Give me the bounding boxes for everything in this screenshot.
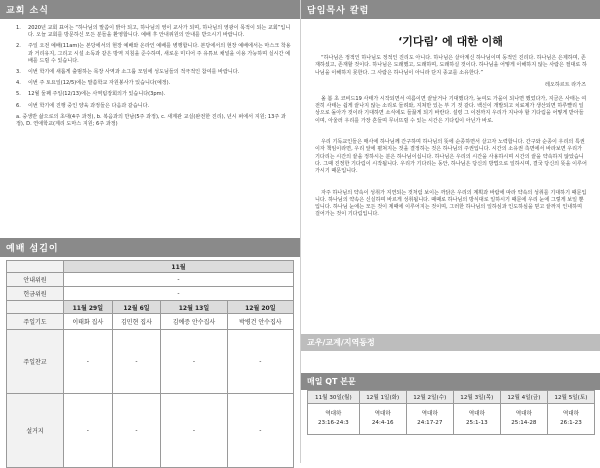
prayer-cell: 이태화 집사 (64, 314, 113, 330)
fellowship-cell: - (161, 330, 227, 394)
prayer-cell: 김민현 집사 (112, 314, 161, 330)
qt-book: 역대하 (515, 411, 532, 417)
qt-passage (308, 404, 360, 435)
table-corner-2 (7, 301, 64, 314)
service-helpers-table (6, 260, 294, 468)
qt-passage (406, 404, 453, 435)
qt-passage (453, 404, 500, 435)
row-label-offering-usher: 헌금위원 (7, 287, 64, 301)
notice-text: 주일 오전 예배(11am)는 본당에서의 현장 예배와 온라인 예배를 병행합니다. 본당에서의 현장 예배에서는 마스크 착용과 거리유지, 그리고 시설 소독과 같은 방역 지침을 준수하며, 새로운 미디어 주 유튜브 채널을 이용 가능하며 실시간 예배를 드릴 수 있습니다. (28, 43, 291, 64)
notice-item (10, 43, 292, 65)
notice-text: 이번 학기에 진행 중인 양육 과정들은 다음과 같습니다. (28, 102, 150, 109)
fellowship-cell: - (227, 330, 293, 394)
members-news-header: 교우/교계/지역동정 (301, 334, 600, 351)
qt-day-header: 12월 2일(수) (406, 391, 453, 404)
essay-paragraph: “하나님은 정적인 하나님도 정적인 진리도 아니다. 하나님은 살아계신 하나님이며 동적인 진리다. 하나님은 은제하며, 존재하셨고, 존재할 것이다. 하나님은 도래했고, 도래하며, 도래하실 것이다. 하나님을 어떻게 이해하지 않는 사람은 절대로 하나님을 이해하지 못한다. 그 사람은 하나님이 아니라 단지 종교를 소유한다.” (315, 55, 587, 76)
prayer-cell: 김예증 안수집사 (161, 314, 227, 330)
qt-day-header: 12월 4일(금) (500, 391, 547, 404)
date-header: 11월 29일 (64, 301, 113, 314)
qt-reference: 24:17-27 (417, 420, 443, 426)
notice-list (10, 25, 292, 110)
notice-item (10, 91, 292, 98)
qt-reference: 24:4-16 (371, 420, 394, 426)
notice-item (10, 103, 292, 110)
qt-passage (547, 404, 594, 435)
church-news-header: 교회 소식 (0, 0, 300, 19)
dishes-cell: - (112, 394, 161, 468)
notice-item (10, 69, 292, 76)
dishes-cell: - (227, 394, 293, 468)
prayer-cell: 박병건 안수집사 (227, 314, 293, 330)
offering-usher-value: - (64, 287, 294, 301)
date-header: 12월 6일 (112, 301, 161, 314)
notice-text: 2020년 교회 표어는 “하나님의 말씀이 밝아 되고, 하나님의 영이 교사가 되며, 하나님의 영광이 목적이 되는 교회”입니다. 오늘 교회를 방문하신 모든 분들을 환영합니다. 예배 후 안내위원의 안내를 받으시기 바랍니다. (28, 25, 291, 39)
essay-paragraph: 우리 기독교인들은 매사에 하나님께 간구하며 하나님의 뜻에 순종하면서 살고자 노력합니다. 간구와 순종이 우리의 특권이자 책임이라면, 우리 앞에 펼쳐지는 것을 결정하는 것은 하나님의 주권입니다. 시간의 소유권 측면에서 바라보면 우리가 기다리는 시간의 끝을 정하시는 분은 하나님이십니다. 하나님은 우리의 시간을 사용하시며 시간의 끝을 약속하지 않았습니다. 그때 진정한 기다림이 시작됩니다. 우리가 기다리는 동안, 하나님은 당신의 방법으로 일하시며, 결국 당신의 뜻을 이루어가시기 때문입니다. (315, 139, 587, 175)
qt-reference: 26:1-23 (560, 420, 582, 426)
notice-number: 6. (16, 102, 21, 109)
qt-day-header: 12월 1일(화) (359, 391, 406, 404)
qt-book: 역대하 (562, 411, 580, 417)
notice-text: 이번 학기에 새롭게 출범하는 목장 사역과 소그룹 모임에 성도님들의 적극적인 참여를 바랍니다. (28, 69, 240, 76)
row-label-fellowship: 주일찬교 (7, 330, 64, 394)
fellowship-cell: - (64, 330, 113, 394)
right-page (301, 0, 600, 463)
qt-book: 역대하 (421, 411, 438, 417)
qt-day-header: 11월 30일(월) (308, 391, 360, 404)
qt-reference: 23:16-24:3 (318, 420, 349, 426)
notice-number: 3. (16, 69, 21, 76)
course-list-note: a. 중생반 삶으로의 초대(4주 과정), b. 복음과의 만남(5주 과정), c. 새계관 교실(완전한 진리), 년시 퍼에서 지원; 13주 과정), D. 연애학교(계리 도마스 지원; 6주 과정) (16, 113, 286, 128)
notice-text: 이번 주 토요일(12/5)에는 말씀학교 자원봉사가 있습니다(예정). (28, 80, 171, 87)
service-helpers-header: 예배 섬김이 (0, 238, 300, 257)
notice-number: 4. (16, 80, 21, 87)
notice-item (10, 25, 292, 39)
notice-number: 2. (16, 43, 21, 50)
date-header: 12월 20일 (227, 301, 293, 314)
left-page (0, 0, 301, 463)
usher-value: - (64, 273, 294, 287)
qt-reference: 25:14-28 (511, 420, 537, 426)
row-label-dishes: 설거지 (7, 394, 64, 468)
notice-number: 5. (16, 91, 21, 98)
notice-text: 12월 둘째 주일(12/13)에는 사역팀장회의가 있습니다(3pm). (28, 91, 166, 98)
dishes-cell: - (161, 394, 227, 468)
notice-item (10, 80, 292, 87)
pastor-column-header: 담임목사 칼럼 (301, 0, 600, 19)
row-label-usher: 안내위원 (7, 273, 64, 287)
qt-book: 역대하 (468, 411, 485, 417)
qt-day-header: 12월 3일(목) (453, 391, 500, 404)
qt-day-header: 12월 5일(토) (547, 391, 594, 404)
notice-number: 1. (16, 25, 21, 31)
qt-reference: 25:1-13 (465, 420, 488, 426)
qt-passage (500, 404, 547, 435)
month-header: 11월 (64, 261, 294, 273)
essay-paragraph: 올 봄 초 코비드19 사태가 시작되면서 여름이면 끝날거나 기대했다가, 늦여도 가을이 되나면 했었다가, 지금은 사태는 여전히 사태는 쉽게 끝나지 않는 소리로 들려와, 지쳐만 있는 부 기 것 같다. 백신이 개발되고 치료제가 생산되면 하루빨리 일상으로 돌아가 것이라 기대하면 소식에도 들끓게 되기 바란다. 설령 그 이전까지 우리가 지나야 할 기다림을 어떻게 받아들이며, 아울러 우리를 가장 흔들며 무너뜨릴 수 있는 시간은 기다림이 아닌가 바로. (315, 95, 587, 124)
daily-qt-header: 매일 QT 본문 (301, 373, 600, 390)
date-header: 12월 13일 (161, 301, 227, 314)
qt-book: 역대하 (325, 411, 342, 417)
row-label-prayer: 주일기도 (7, 314, 64, 330)
qt-passage (359, 404, 406, 435)
fellowship-cell: - (112, 330, 161, 394)
essay-paragraph: 자주 하나님의 약속이 성취가 지연되는 것처럼 보이는 까닭은 우리의 계획과 바람에 따라 약속의 성취를 기대하기 때문입니다. 하나님의 약속은 신실하며 바르게 성취됩니다. 때때로 하나님의 방식대로 일하시기 때문에 우리 눈에 그렇게 보일 뿐입니다. 하나님 눈에는 모든 것이 제때에 이루어지는 것이며, 그러한 하나님의 일하심과 인도하심을 믿고 끝까지 인내하며 걸어가는 것이 기다림입니다. (315, 189, 587, 218)
table-corner (7, 261, 64, 273)
daily-qt-table (307, 390, 595, 435)
dishes-cell: - (64, 394, 113, 468)
qt-book: 역대하 (374, 411, 391, 417)
essay-title: ‘기다림’ 에 대한 이해 (398, 35, 503, 48)
quote-attribution: 레오하르트 라가즈 (545, 81, 586, 88)
